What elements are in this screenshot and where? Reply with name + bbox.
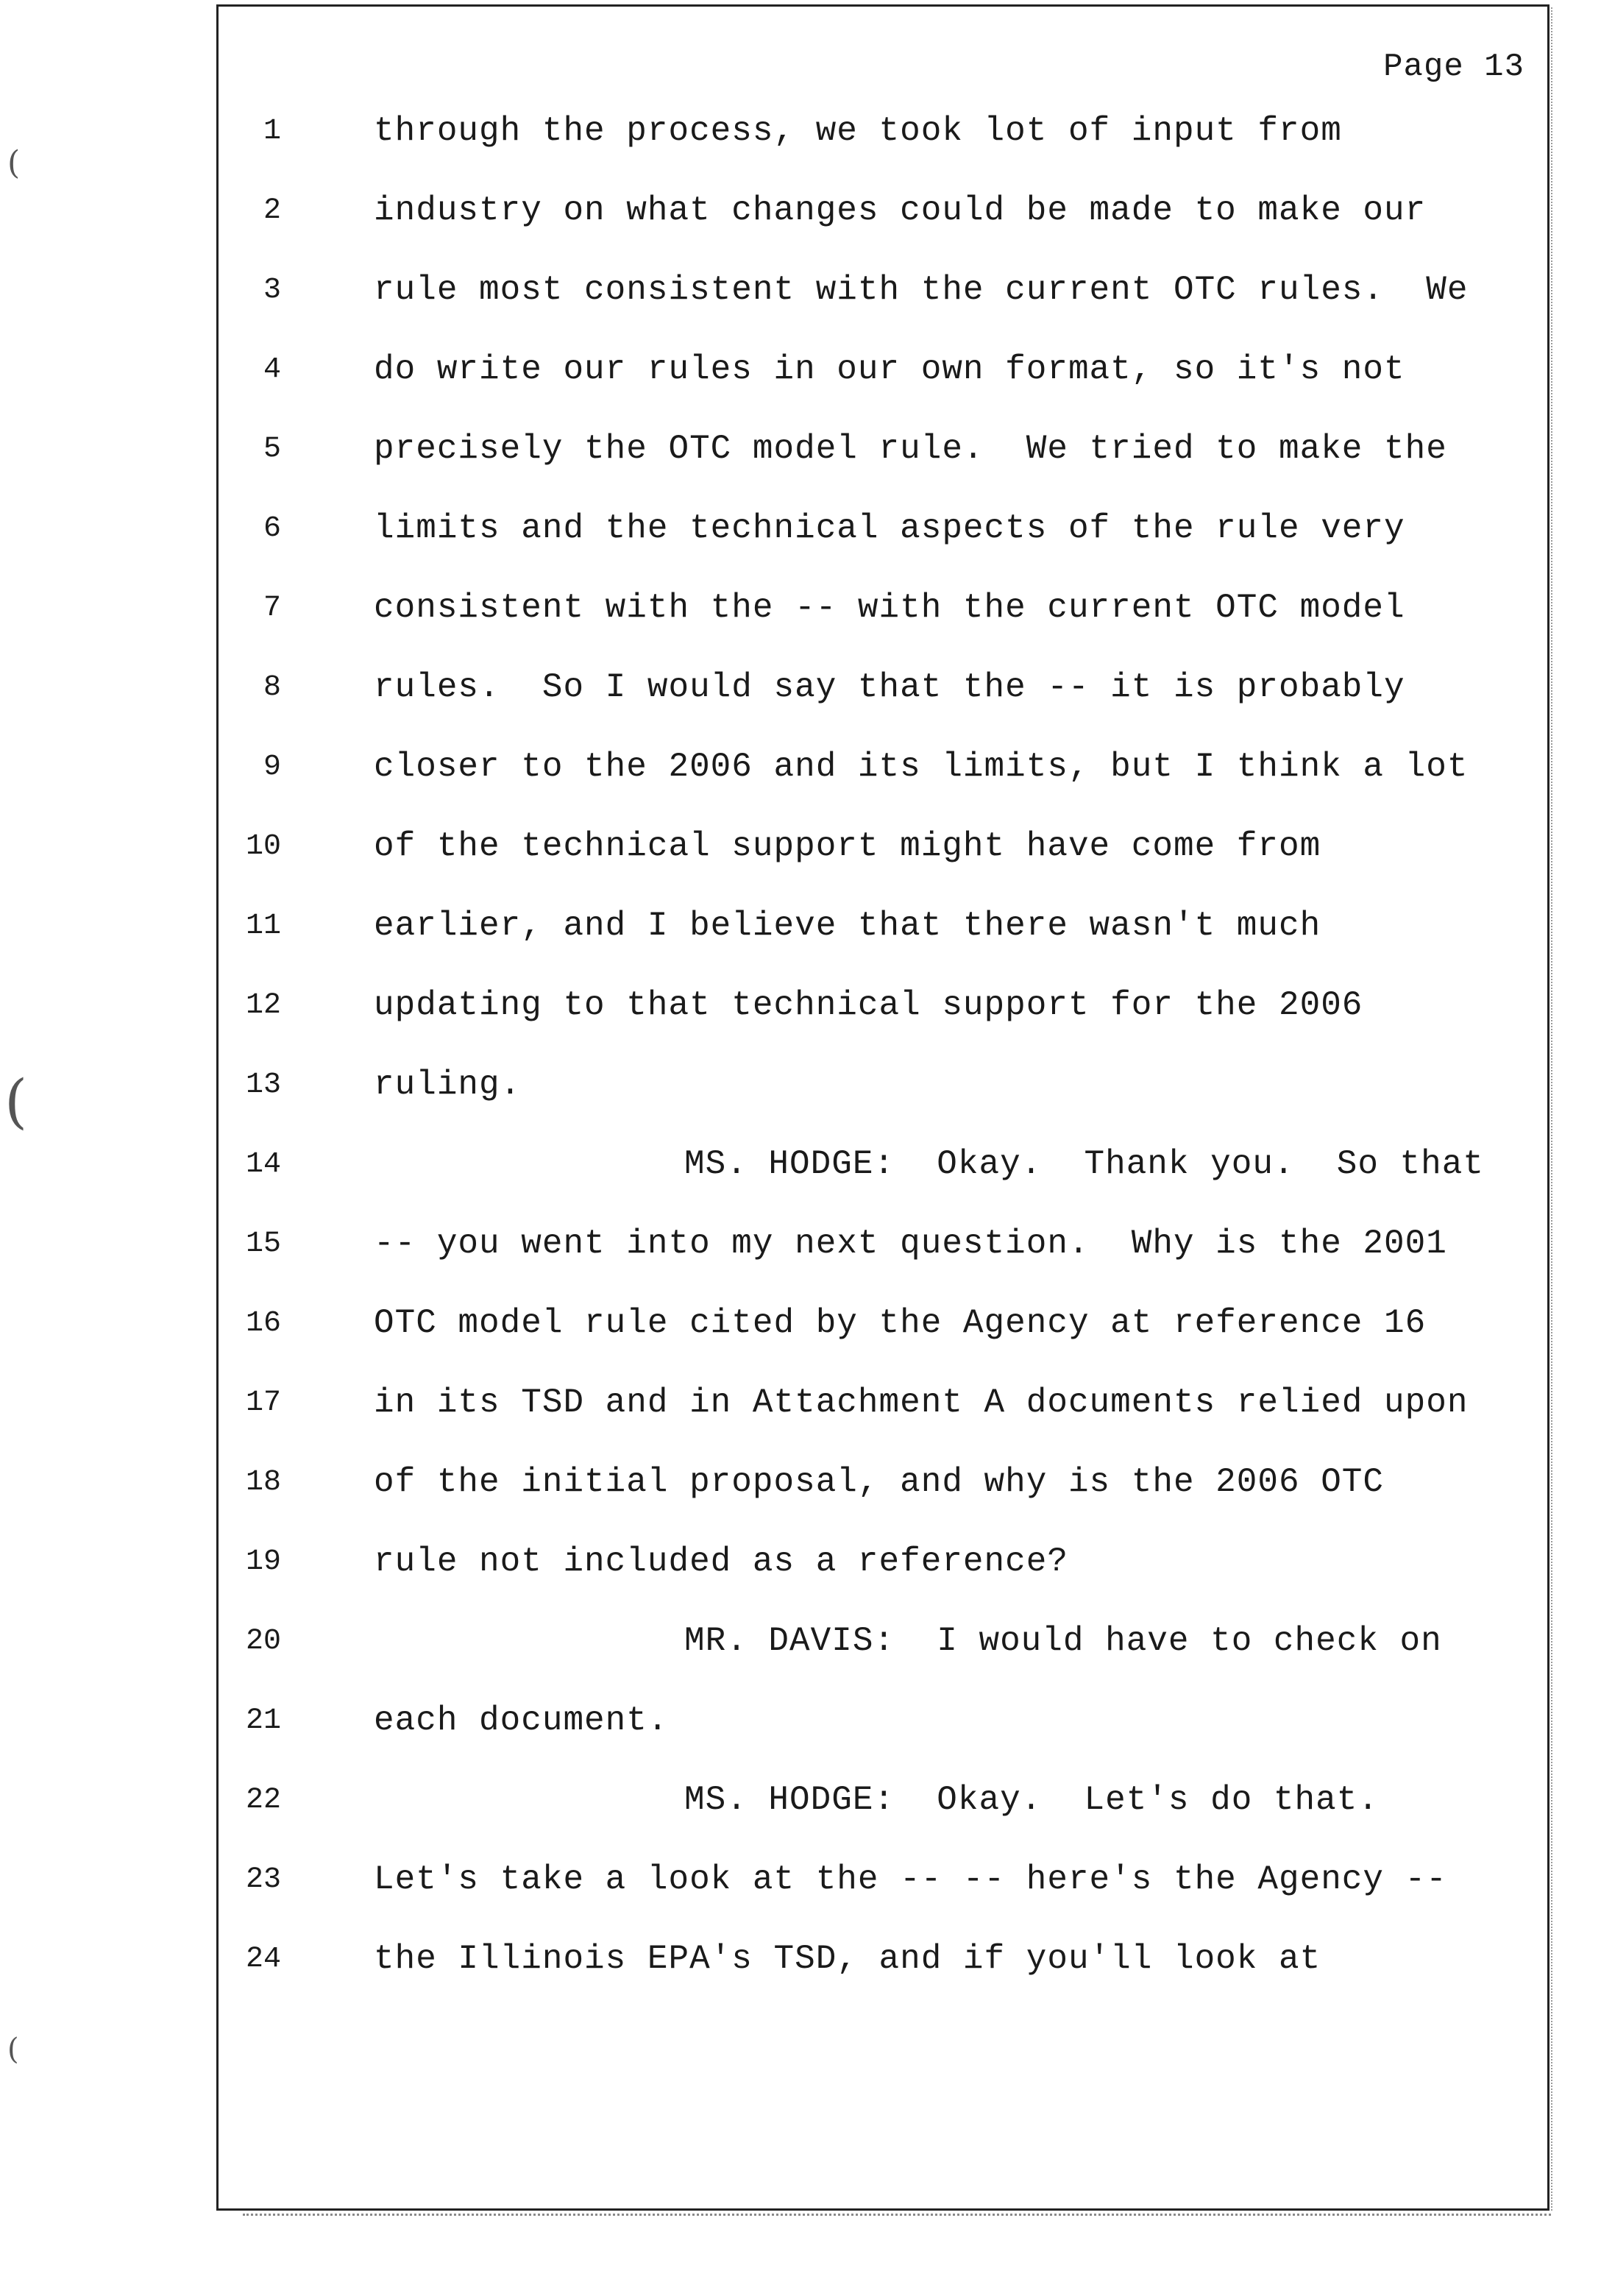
transcript-line: rule not included as a reference?	[374, 1542, 1068, 1581]
line-number: 3	[263, 274, 281, 307]
transcript-line: earlier, and I believe that there wasn't much	[374, 907, 1321, 945]
line-number: 14	[245, 1148, 281, 1181]
line-number: 2	[263, 194, 281, 227]
line-number: 8	[263, 671, 281, 704]
transcript-line: limits and the technical aspects of the rule very	[374, 509, 1405, 548]
transcript-line: each document.	[374, 1701, 669, 1740]
line-number: 21	[245, 1704, 281, 1737]
line-number: 12	[245, 989, 281, 1022]
page-edge-right	[1551, 7, 1554, 2211]
transcript-line: ruling.	[374, 1066, 522, 1104]
margin-bracket-mark: (	[7, 2033, 19, 2066]
page-edge-bottom	[243, 2214, 1551, 2217]
transcript-line: updating to that technical support for the 2006	[374, 986, 1363, 1024]
line-number: 4	[263, 353, 281, 386]
line-number: 13	[245, 1069, 281, 1102]
transcript-line: of the initial proposal, and why is the 2006 OTC	[374, 1463, 1385, 1501]
page-number-label: Page 13	[1383, 49, 1524, 85]
transcript-line: rules. So I would say that the -- it is probably	[374, 668, 1405, 706]
transcript-line: MR. DAVIS: I would have to check on	[684, 1622, 1442, 1660]
margin-bracket-mark: (	[4, 1067, 28, 1135]
transcript-line: the Illinois EPA's TSD, and if you'll look at	[374, 1940, 1321, 1978]
transcript-line: -- you went into my next question. Why is the 2001	[374, 1225, 1447, 1263]
line-number: 17	[245, 1386, 281, 1420]
line-number: 9	[263, 751, 281, 784]
transcript-line: MS. HODGE: Okay. Let's do that.	[684, 1781, 1379, 1819]
line-number: 1	[263, 115, 281, 148]
line-number: 24	[245, 1943, 281, 1976]
line-number: 6	[263, 512, 281, 545]
transcript-line: consistent with the -- with the current OTC model	[374, 589, 1405, 627]
transcript-line: Let's take a look at the -- -- here's the Agency --	[374, 1860, 1447, 1899]
line-number: 20	[245, 1625, 281, 1658]
transcript-line: do write our rules in our own format, so it's not	[374, 350, 1405, 389]
line-number: 23	[245, 1863, 281, 1896]
transcript-line: industry on what changes could be made to make our	[374, 191, 1427, 230]
line-number: 7	[263, 592, 281, 625]
transcript-line: of the technical support might have come from	[374, 827, 1321, 865]
line-number: 16	[245, 1307, 281, 1340]
transcript-line: rule most consistent with the current OTC rules. We	[374, 271, 1469, 309]
line-number: 22	[245, 1784, 281, 1817]
line-number: 5	[263, 433, 281, 466]
margin-bracket-mark: (	[7, 144, 21, 182]
line-number: 10	[245, 830, 281, 863]
line-number: 11	[245, 910, 281, 943]
transcript-line: closer to the 2006 and its limits, but I think a lot	[374, 748, 1469, 786]
transcript-line: OTC model rule cited by the Agency at reference 16	[374, 1304, 1427, 1342]
line-number: 19	[245, 1545, 281, 1578]
transcript-line: through the process, we took lot of input from	[374, 112, 1342, 150]
transcript-line: MS. HODGE: Okay. Thank you. So that	[684, 1145, 1484, 1183]
line-number: 15	[245, 1227, 281, 1261]
transcript-line: precisely the OTC model rule. We tried to make the	[374, 430, 1447, 468]
line-number: 18	[245, 1466, 281, 1499]
transcript-line: in its TSD and in Attachment A documents relied upon	[374, 1383, 1469, 1422]
